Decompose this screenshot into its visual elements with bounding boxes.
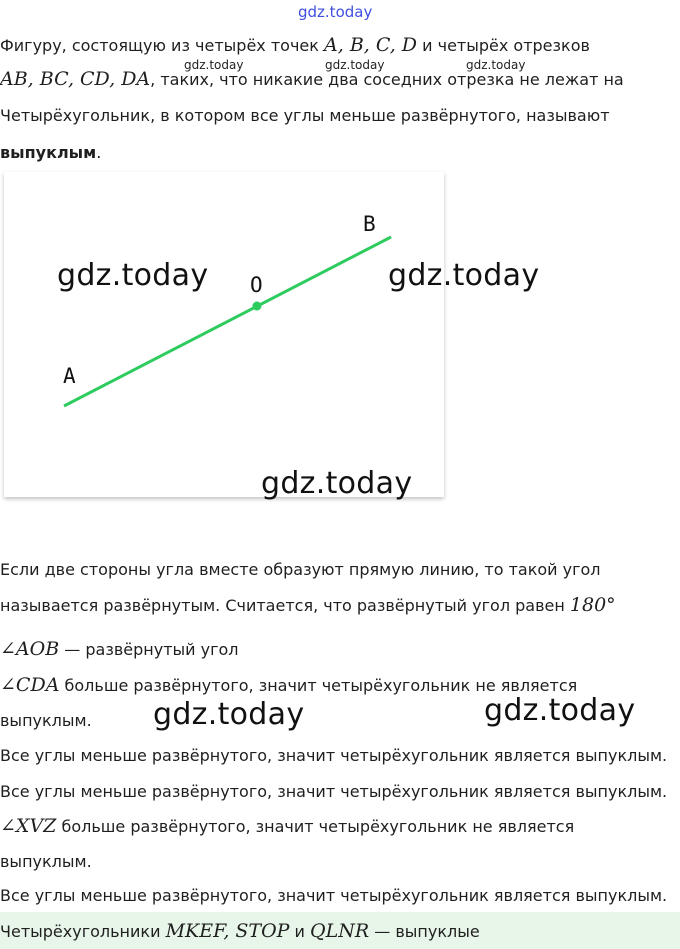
- math-quads-2: QLNR: [310, 920, 370, 942]
- definition-text: и четырёх отрезков: [422, 36, 590, 55]
- watermark-small: gdz.today: [466, 58, 526, 72]
- conclusion-text: и: [289, 922, 311, 941]
- item-text: больше развёрнутого, значит четырёхугольник не является: [56, 817, 575, 836]
- straight-angle-text: называется развёрнутым. Считается, что развёрнутый угол равен: [0, 596, 565, 615]
- item-convex-2: Все углы меньше развёрнутого, значит четырёхугольник является выпуклым.: [0, 782, 668, 801]
- item-xvz: [0, 815, 574, 837]
- definition-text: .: [96, 143, 102, 162]
- watermark-small: gdz.today: [325, 58, 385, 72]
- math-angle-aob: ∠AOB: [0, 638, 60, 660]
- definition-line-4: [0, 143, 101, 162]
- math-points: A, B, C, D: [324, 34, 418, 56]
- math-180: 180°: [569, 594, 616, 616]
- item-aob: [0, 638, 239, 660]
- watermark-big: gdz.today: [484, 693, 636, 728]
- definition-text: Фигуру, состоящую из четырёх точек: [0, 36, 319, 55]
- label-point-a: A: [63, 364, 76, 388]
- watermark-top: gdz.today: [298, 3, 373, 21]
- figure-canvas: [4, 172, 444, 497]
- item-text: больше развёрнутого, значит четырёхугольник не является: [59, 676, 578, 695]
- math-angle-cda: ∠CDA: [0, 674, 60, 696]
- watermark-big: gdz.today: [57, 258, 209, 293]
- math-angle-xvz: ∠XVZ: [0, 815, 57, 837]
- math-segments: AB, BC, CD, DA: [0, 68, 151, 90]
- definition-line-1: [0, 34, 590, 56]
- item-xvz-cont: выпуклым.: [0, 852, 92, 871]
- item-convex-3: Все углы меньше развёрнутого, значит четырёхугольник является выпуклым.: [0, 886, 668, 905]
- math-quads-1: MKEF, STOP: [165, 920, 290, 942]
- definition-line-2: [0, 68, 624, 90]
- straight-angle-line-2: [0, 594, 616, 616]
- term-convex: выпуклым: [0, 143, 97, 162]
- definition-line-3: Четырёхугольник, в котором все углы меньше развёрнутого, называют: [0, 106, 610, 125]
- item-text: — развёрнутый угол: [59, 640, 239, 659]
- definition-text: , таких, что никакие два соседних отрезка не лежат на: [150, 70, 624, 89]
- label-point-o: O: [250, 273, 263, 297]
- item-convex-1: Все углы меньше развёрнутого, значит четырёхугольник является выпуклым.: [0, 746, 668, 765]
- item-cda-cont: выпуклым.: [0, 711, 92, 730]
- conclusion-line: [0, 920, 480, 942]
- point-o: [253, 302, 262, 311]
- figure-straight-angle: [4, 172, 540, 501]
- watermark-big: gdz.today: [261, 466, 413, 501]
- watermark-big: gdz.today: [153, 697, 305, 732]
- straight-angle-line-1: Если две стороны угла вместе образуют прямую линию, то такой угол: [0, 560, 601, 579]
- conclusion-text: — выпуклые: [369, 922, 480, 941]
- watermark-small: gdz.today: [184, 58, 244, 72]
- conclusion-text: Четырёхугольники: [0, 922, 161, 941]
- label-point-b: B: [363, 212, 376, 236]
- watermark-big: gdz.today: [388, 258, 540, 293]
